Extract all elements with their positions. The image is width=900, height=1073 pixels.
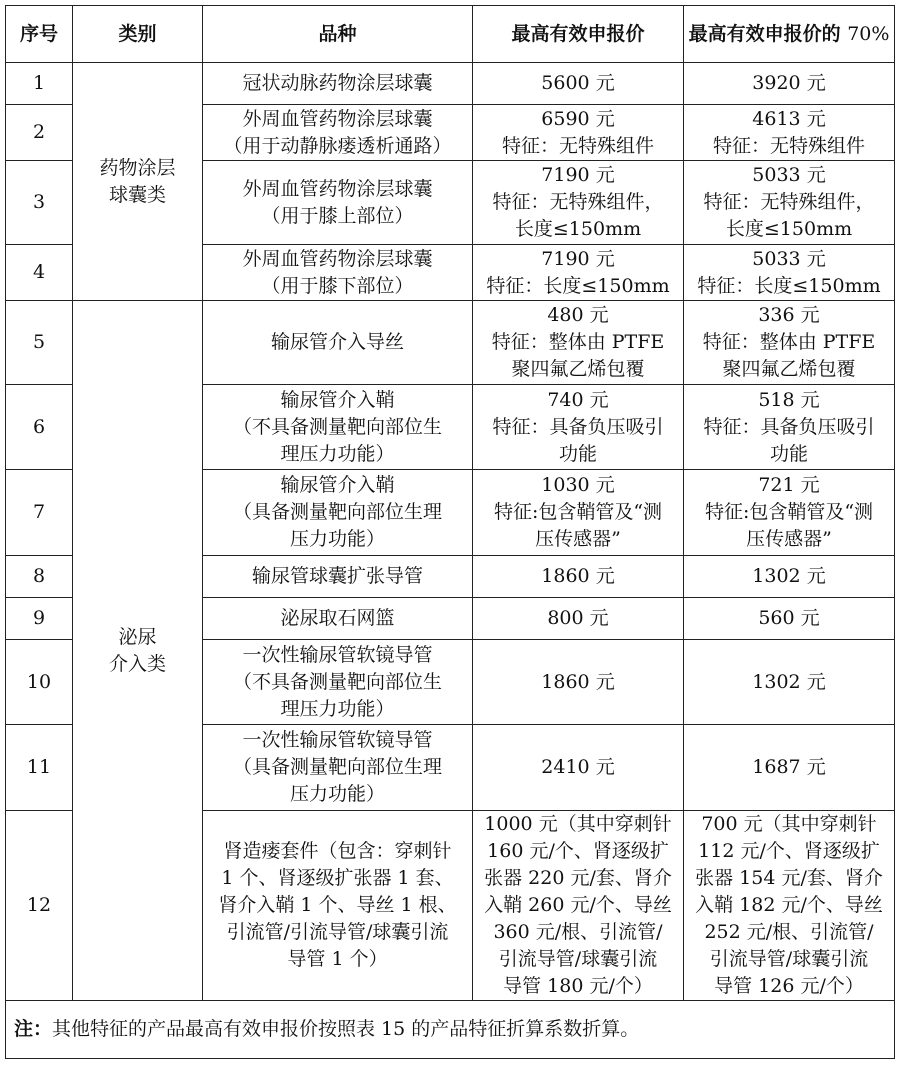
- variety-cell-line: （用于动静脉瘘透析通路）: [223, 134, 452, 157]
- pct70-price-cell-line: 功能: [769, 442, 808, 465]
- header-70pct: [684, 6, 895, 63]
- variety-cell: [203, 470, 473, 556]
- max-price-cell: [473, 245, 684, 301]
- max-price-cell: [473, 640, 684, 725]
- max-price-cell-line: 导管 180 元/个）: [503, 975, 653, 997]
- variety-cell-line: （用于膝上部位）: [261, 204, 414, 227]
- max-price-cell-line: 6590 元: [541, 107, 615, 130]
- pct70-price-cell-line: 特征：无特殊组件，: [703, 191, 875, 213]
- max-price-cell-line: 7190 元: [541, 164, 615, 186]
- row-number: 2: [6, 105, 73, 161]
- pct70-price-cell-line: 560 元: [758, 607, 820, 629]
- category-label-line: 药物涂层: [99, 156, 176, 179]
- variety-cell-line: 压力功能）: [289, 783, 385, 805]
- max-price-cell-line: 引流导管/球囊引流: [498, 948, 658, 970]
- max-price-cell-line: 压传感器”: [535, 528, 621, 550]
- variety-cell-line: 1 个、肾逐级扩张器 1 套、: [221, 867, 454, 889]
- table-row: [6, 301, 895, 385]
- price-table: [5, 5, 895, 1059]
- variety-cell: [203, 385, 473, 470]
- header-no: 序号: [6, 6, 73, 63]
- variety-cell: [203, 161, 473, 245]
- max-price-cell-line: 聚四氟乙烯包覆: [511, 358, 645, 380]
- variety-cell-line: 肾介入鞘 1 个、导丝 1 根、: [218, 894, 457, 916]
- variety-cell: [203, 301, 473, 385]
- header-variety: 品种: [203, 6, 473, 63]
- variety-cell-line: 输尿管介入鞘: [280, 474, 395, 496]
- header-70pct-line1: 最高有效申报价的: [688, 22, 841, 45]
- pct70-price-cell: [684, 598, 895, 640]
- max-price-cell-line: 功能: [558, 442, 597, 465]
- variety-cell: [203, 725, 473, 811]
- pct70-price-cell-line: 张器 154 元/套、肾介: [695, 867, 883, 889]
- pct70-price-cell: [684, 245, 895, 301]
- header-category: 类别: [73, 6, 203, 63]
- pct70-price-cell-line: 1302 元: [752, 670, 826, 693]
- variety-cell: [203, 640, 473, 725]
- max-price-cell-line: 2410 元: [541, 756, 615, 778]
- note-label: 注：: [14, 1018, 53, 1040]
- pct70-price-cell-line: 引流导管/球囊引流: [709, 948, 869, 970]
- pct70-price-cell-line: 112 元/个、肾逐级扩: [698, 840, 880, 862]
- variety-cell-line: 冠状动脉药物涂层球囊: [242, 72, 433, 94]
- category-cell-drug: [73, 63, 203, 301]
- variety-cell-line: （具备测量靶向部位生理: [232, 501, 442, 523]
- row-number: 6: [6, 385, 73, 470]
- pct70-price-cell-line: 聚四氟乙烯包覆: [722, 358, 856, 380]
- pct70-price-cell-line: 长度≤150mm: [725, 218, 853, 240]
- max-price-cell-line: 长度≤150mm: [514, 218, 642, 240]
- variety-cell-line: （用于膝下部位）: [261, 274, 414, 297]
- row-number: 9: [6, 598, 73, 640]
- variety-cell: [203, 63, 473, 105]
- max-price-cell-line: 1030 元: [541, 474, 615, 496]
- category-label-line: 泌尿: [118, 625, 157, 648]
- pct70-price-cell-line: 1302 元: [752, 565, 826, 587]
- variety-cell-line: 外周血管药物涂层球囊: [242, 177, 433, 200]
- variety-cell: [203, 598, 473, 640]
- pct70-price-cell-line: 1687 元: [752, 756, 826, 778]
- variety-cell-line: 输尿管介入鞘: [280, 388, 395, 411]
- variety-cell-line: 理压力功能）: [280, 697, 395, 720]
- pct70-price-cell-line: 特征：具备负压吸引: [703, 415, 875, 438]
- max-price-cell: [473, 470, 684, 556]
- row-number: 7: [6, 470, 73, 556]
- pct70-price-cell-line: 特征:包含鞘管及“测: [704, 501, 874, 523]
- variety-cell: [203, 245, 473, 301]
- pct70-price-cell: [684, 640, 895, 725]
- table-row: [6, 63, 895, 105]
- pct70-price-cell-line: 5033 元: [752, 247, 826, 270]
- pct70-price-cell: [684, 725, 895, 811]
- header-70pct-line2: 70%: [847, 22, 890, 45]
- row-number: 12: [6, 811, 73, 1001]
- variety-cell-line: 一次性输尿管软镜导管: [242, 643, 433, 666]
- pct70-price-cell-line: 3920 元: [752, 72, 826, 94]
- header-max-price: 最高有效申报价: [473, 6, 684, 63]
- row-number: 11: [6, 725, 73, 811]
- pct70-price-cell-line: 入鞘 182 元/个、导丝: [695, 894, 883, 916]
- variety-cell: [203, 105, 473, 161]
- variety-cell-line: 压力功能）: [289, 528, 385, 550]
- max-price-cell-line: 张器 220 元/套、肾介: [484, 867, 672, 889]
- pct70-price-cell: [684, 161, 895, 245]
- max-price-cell-line: 特征：无特殊组件，: [492, 191, 664, 213]
- max-price-cell-line: 5600 元: [541, 72, 615, 94]
- category-label-line: 球囊类: [108, 183, 166, 206]
- row-number: 5: [6, 301, 73, 385]
- max-price-cell-line: 特征:包含鞘管及“测: [493, 501, 663, 523]
- pct70-price-cell-line: 252 元/根、引流管/: [704, 921, 874, 943]
- max-price-cell: [473, 811, 684, 1001]
- max-price-cell-line: 740 元: [547, 388, 609, 411]
- pct70-price-cell-line: 4613 元: [752, 107, 826, 130]
- variety-cell-line: 外周血管药物涂层球囊: [242, 107, 433, 130]
- variety-cell-line: （不具备测量靶向部位生: [232, 670, 442, 693]
- row-number: 3: [6, 161, 73, 245]
- note-row: [6, 1001, 895, 1059]
- pct70-price-cell: [684, 385, 895, 470]
- variety-cell-line: 一次性输尿管软镜导管: [242, 729, 433, 751]
- pct70-price-cell-line: 特征：无特殊组件: [712, 134, 865, 157]
- variety-cell-line: 输尿管球囊扩张导管: [251, 565, 423, 587]
- max-price-cell-line: 160 元/个、肾逐级扩: [487, 840, 669, 862]
- max-price-cell: [473, 63, 684, 105]
- header-row: [6, 6, 895, 63]
- variety-cell: [203, 811, 473, 1001]
- max-price-cell: [473, 161, 684, 245]
- pct70-price-cell-line: 特征：整体由 PTFE: [702, 331, 876, 353]
- pct70-price-cell-line: 721 元: [758, 474, 820, 496]
- row-number: 4: [6, 245, 73, 301]
- row-number: 1: [6, 63, 73, 105]
- row-number: 10: [6, 640, 73, 725]
- pct70-price-cell-line: 压传感器”: [746, 528, 832, 550]
- pct70-price-cell-line: 518 元: [758, 388, 820, 411]
- max-price-cell: [473, 385, 684, 470]
- pct70-price-cell-line: 特征：长度≤150mm: [697, 274, 881, 297]
- pct70-price-cell-line: 导管 126 元/个）: [714, 975, 864, 997]
- pct70-price-cell: [684, 556, 895, 598]
- max-price-cell-line: 1860 元: [541, 670, 615, 693]
- pct70-price-cell: [684, 470, 895, 556]
- max-price-cell: [473, 105, 684, 161]
- max-price-cell: [473, 598, 684, 640]
- max-price-cell-line: 特征：具备负压吸引: [492, 415, 664, 438]
- max-price-cell-line: 7190 元: [541, 247, 615, 270]
- variety-cell-line: 导管 1 个）: [287, 948, 388, 970]
- pct70-price-cell: [684, 811, 895, 1001]
- max-price-cell-line: 360 元/根、引流管/: [493, 921, 663, 943]
- pct70-price-cell-line: 700 元（其中穿刺针: [701, 813, 877, 835]
- max-price-cell-line: 480 元: [547, 304, 609, 326]
- category-label-line: 介入类: [108, 652, 166, 675]
- max-price-cell-line: 特征：无特殊组件: [501, 134, 654, 157]
- variety-cell-line: 输尿管介入导丝: [270, 331, 404, 353]
- pct70-price-cell-line: 5033 元: [752, 164, 826, 186]
- max-price-cell: [473, 725, 684, 811]
- max-price-cell-line: 1860 元: [541, 565, 615, 587]
- variety-cell-line: 泌尿取石网篮: [280, 607, 395, 629]
- note-cell: [6, 1001, 895, 1059]
- max-price-cell: [473, 301, 684, 385]
- max-price-cell-line: 特征：长度≤150mm: [486, 274, 670, 297]
- max-price-cell: [473, 556, 684, 598]
- variety-cell-line: 外周血管药物涂层球囊: [242, 247, 433, 270]
- pct70-price-cell: [684, 301, 895, 385]
- pct70-price-cell: [684, 63, 895, 105]
- variety-cell-line: 肾造瘘套件（包含：穿刺针: [223, 840, 452, 862]
- max-price-cell-line: 800 元: [547, 607, 609, 629]
- row-number: 8: [6, 556, 73, 598]
- variety-cell: [203, 556, 473, 598]
- category-cell-uro: [73, 301, 203, 1001]
- pct70-price-cell: [684, 105, 895, 161]
- max-price-cell-line: 1000 元（其中穿刺针: [484, 813, 672, 835]
- pct70-price-cell-line: 336 元: [758, 304, 820, 326]
- variety-cell-line: 理压力功能）: [280, 442, 395, 465]
- max-price-cell-line: 入鞘 260 元/个、导丝: [484, 894, 672, 916]
- variety-cell-line: 引流管/引流导管/球囊引流: [226, 921, 449, 943]
- variety-cell-line: （具备测量靶向部位生理: [232, 756, 442, 778]
- variety-cell-line: （不具备测量靶向部位生: [232, 415, 442, 438]
- note-text: 其他特征的产品最高有效申报价按照表 15 的产品特征折算系数折算。: [52, 1018, 640, 1040]
- max-price-cell-line: 特征：整体由 PTFE: [491, 331, 665, 353]
